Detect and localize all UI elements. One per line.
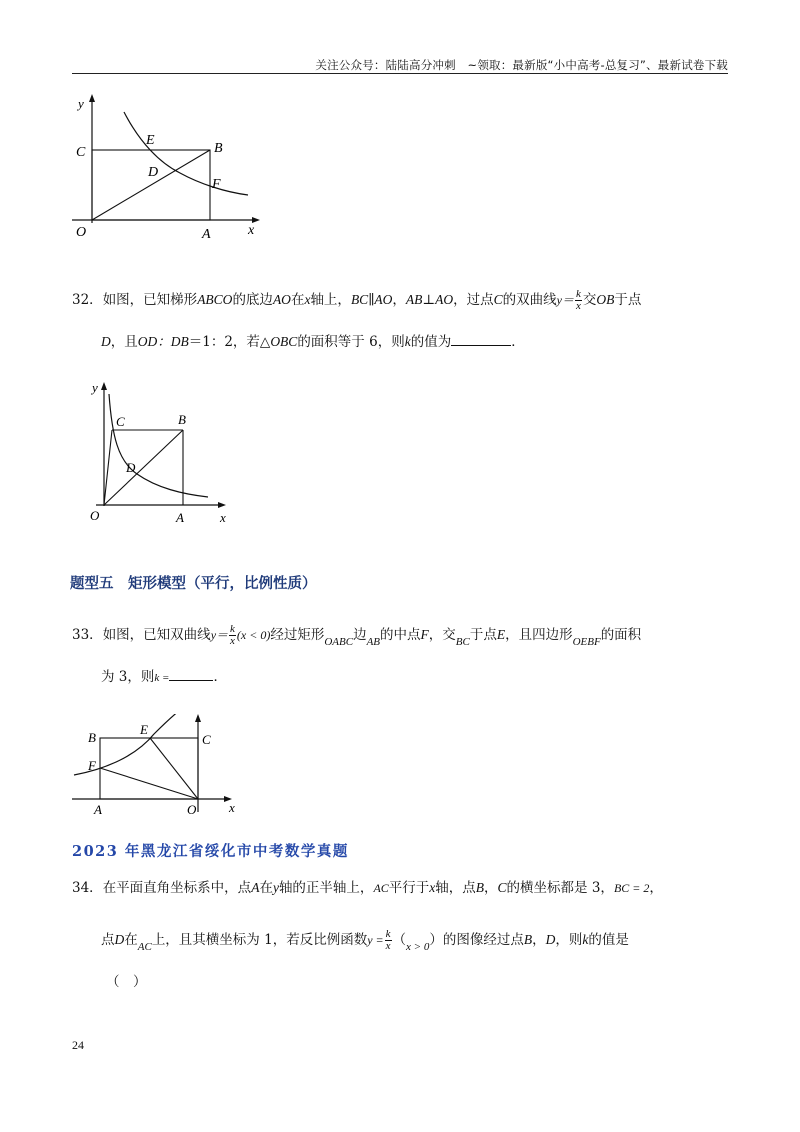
section-title: 题型五 矩形模型（平行，比例性质） (70, 576, 317, 592)
q34-line-2: 点D在$_{AC}$上，且其横坐标为 1，若反比例函数y = $\frac{k}{x}$ $(_{x > 0})$的图像经过点B，D，则k的值是 (101, 928, 629, 953)
fig3-label-o: O (187, 802, 197, 817)
fig3-label-a: A (94, 802, 102, 817)
fig2-label-x: x (220, 510, 226, 525)
q33-line-2: 为 3，则k = ． (101, 669, 227, 685)
fig2-label-d: D (126, 460, 136, 475)
q33-line-1: 33．如图，已知双曲线y＝ $\frac{k}{x}$ (x < 0)经过矩形$_{OABC}$边$_{AB}$的中点F，交$_{BC}$于点E，且四边形$_{OEBF}$的面积 (72, 623, 642, 648)
fig2-label-b: B (178, 412, 186, 427)
fig1-label-o: O (76, 225, 87, 240)
page-header: 关注公众号：陆陆高分冲刺 ~领取：最新版“小中高考-总复习”、最新试卷下载 (315, 58, 728, 72)
fig3-segment-oe (150, 738, 198, 799)
exam-title: 2023 年黑龙江省绥化市中考数学真题 (72, 843, 349, 860)
fig2-label-o: O (90, 508, 100, 523)
fig3-rectangle (100, 738, 198, 799)
q32-fraction: $\frac{k}{x}$ (575, 288, 581, 312)
q34-line-1: 34．在平面直角坐标系中，点A在y轴的正半轴上，AC平行于x轴，点B，C的横坐标都是 3，BC = 2， (72, 880, 663, 896)
fig1-label-e: E (146, 133, 155, 148)
fig3-segment-of (100, 768, 198, 799)
fig3-label-x: x (229, 800, 235, 815)
fig1-diagonal-ob (92, 150, 210, 220)
q33-answer-blank (169, 668, 213, 681)
q34-fraction: $\frac{k}{x}$ (385, 928, 391, 952)
q32-answer-blank (451, 333, 511, 346)
header-rule (72, 73, 728, 74)
fig1-label-y: y (78, 96, 84, 111)
fig1-label-d: D (148, 165, 159, 180)
figure-2 (82, 376, 242, 526)
fig1-label-b: B (214, 141, 223, 156)
fig2-label-a: A (176, 510, 184, 525)
fig1-label-f: F (212, 177, 221, 192)
fig2-side-oc (104, 430, 112, 505)
figure-3 (66, 714, 256, 826)
q32-line-2: D，且OD：DB＝1：2，若△OBC的面积等于 6，则k的值为 ． (101, 334, 525, 350)
fig1-label-x: x (248, 223, 255, 238)
figure-1 (60, 88, 280, 248)
fig3-label-f: F (88, 758, 96, 773)
fig1-hyperbola (124, 112, 248, 195)
fig2-hyperbola (109, 394, 208, 497)
fig3-label-c: C (202, 732, 211, 747)
page-number: 24 (72, 1038, 84, 1052)
fig1-label-a: A (202, 227, 211, 242)
fig3-label-b: B (88, 730, 96, 745)
q34-answer-parentheses: （ ） (106, 974, 147, 990)
fig2-label-y: y (92, 380, 98, 395)
q33-fraction: $\frac{k}{x}$ (230, 623, 235, 647)
fig3-label-e: E (140, 722, 148, 737)
fig2-label-c: C (116, 414, 125, 429)
q32-line-1: 32．如图，已知梯形ABCO的底边AO在x轴上，BC∥AO，AB⊥AO，过点C的双曲线y＝ $\frac{k}{x}$ 交OB于点 (72, 288, 642, 312)
fig1-label-c: C (76, 145, 86, 160)
